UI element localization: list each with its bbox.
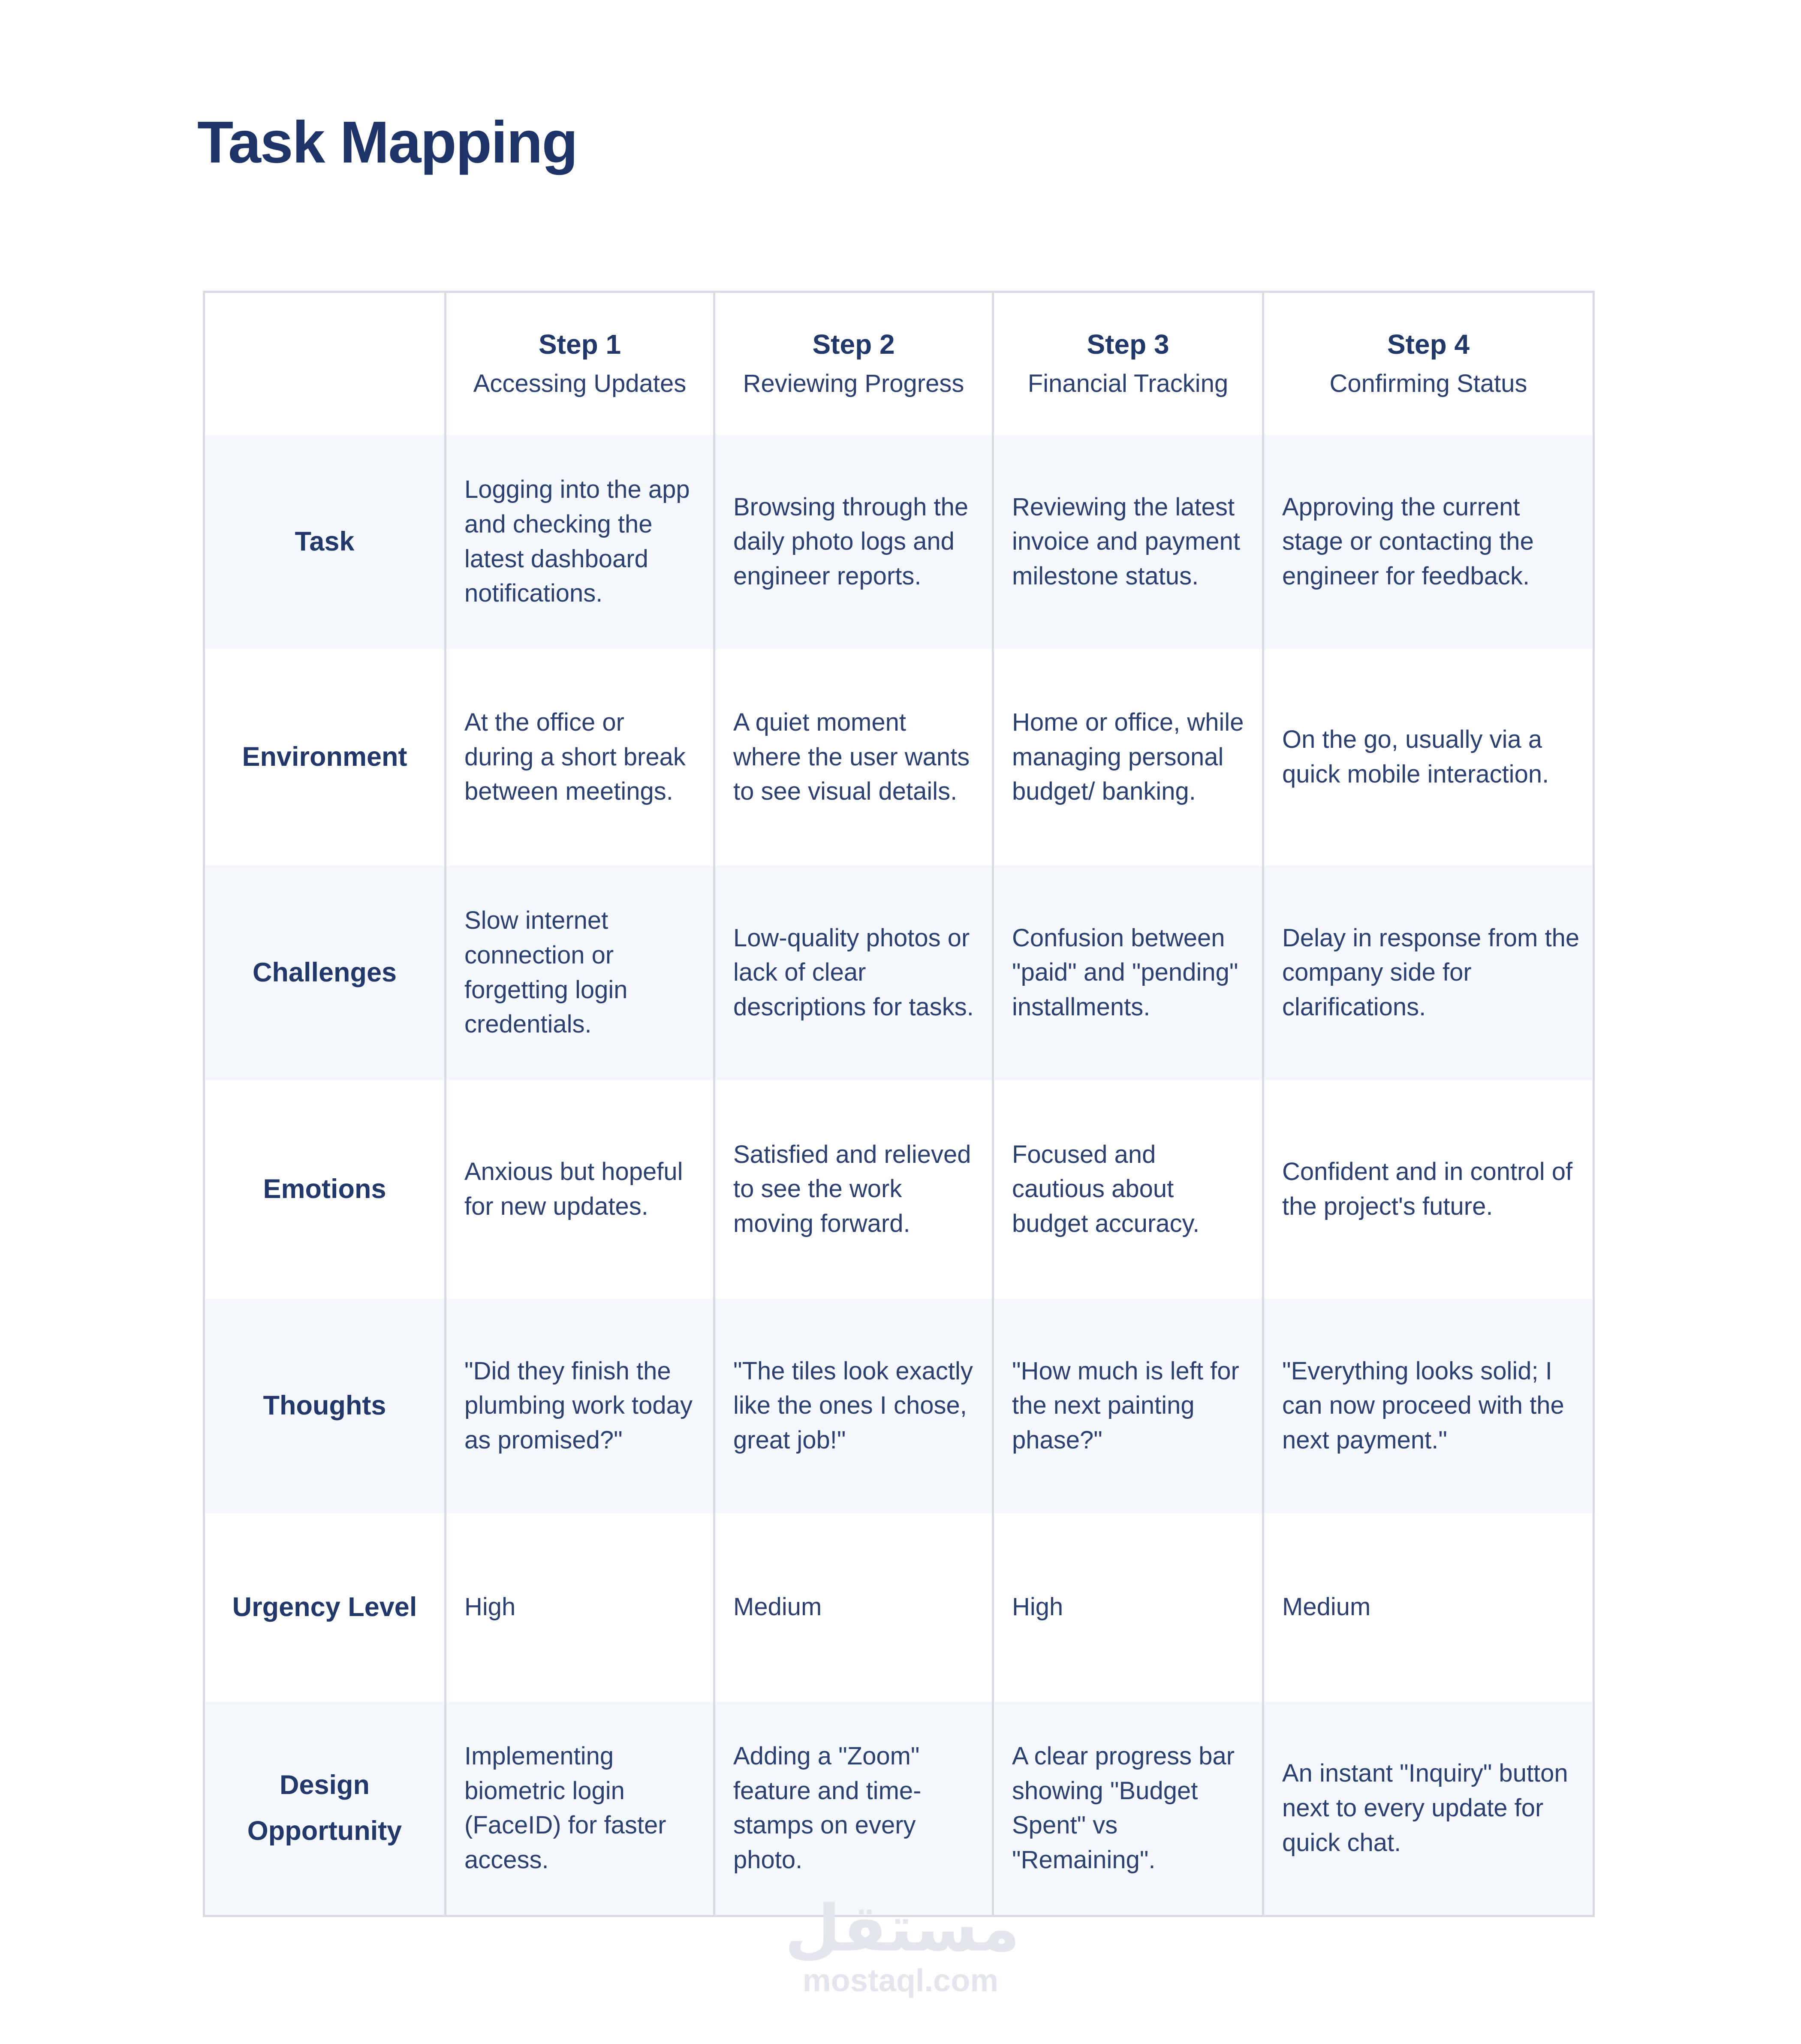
row-label: Task bbox=[204, 435, 446, 649]
table-row-thoughts bbox=[204, 1299, 1594, 1513]
table-cell: An instant "Inquiry" button next to every update for quick chat. bbox=[1263, 1702, 1594, 1916]
table-cell: A quiet moment where the user wants to see visual details. bbox=[714, 649, 993, 866]
urgency-value: High bbox=[446, 1513, 714, 1702]
watermark-url: mostaql.com bbox=[802, 1962, 999, 1998]
step-number: Step 4 bbox=[1387, 328, 1470, 360]
table-cell: Low-quality photos or lack of clear descriptions for tasks. bbox=[714, 866, 993, 1080]
column-header-step-4 bbox=[1263, 292, 1594, 435]
table-cell: Reviewing the latest invoice and payment milestone status. bbox=[993, 435, 1263, 649]
table-cell: Slow internet connection or forgetting login credentials. bbox=[446, 866, 714, 1080]
urgency-value: Medium bbox=[714, 1513, 993, 1702]
table-row-design-opportunity bbox=[204, 1702, 1594, 1916]
table-cell: Focused and cautious about budget accuracy. bbox=[993, 1080, 1263, 1299]
row-label: Challenges bbox=[204, 866, 446, 1080]
row-label: Design Opportunity bbox=[204, 1702, 446, 1916]
mostaql-watermark bbox=[785, 1891, 1020, 1998]
row-label: Environment bbox=[204, 649, 446, 866]
table-cell: Anxious but hopeful for new updates. bbox=[446, 1080, 714, 1299]
column-header-step-1 bbox=[446, 292, 714, 435]
page-title: Task Mapping bbox=[197, 109, 577, 175]
step-number: Step 1 bbox=[538, 328, 621, 360]
table-row-task bbox=[204, 435, 1594, 649]
table-cell: "The tiles look exactly like the ones I chose, great job!" bbox=[714, 1299, 993, 1513]
step-number: Step 3 bbox=[1087, 328, 1169, 360]
header-corner-cell bbox=[204, 292, 446, 435]
row-label: Urgency Level bbox=[204, 1513, 446, 1702]
table-cell: Implementing biometric login (FaceID) for faster access. bbox=[446, 1702, 714, 1916]
task-mapping-table bbox=[203, 291, 1595, 1917]
table-cell: "Everything looks solid; I can now proceed with the next payment." bbox=[1263, 1299, 1594, 1513]
table-cell: At the office or during a short break between meetings. bbox=[446, 649, 714, 866]
urgency-value: High bbox=[993, 1513, 1263, 1702]
table-cell: A clear progress bar showing "Budget Spent" vs "Remaining". bbox=[993, 1702, 1263, 1916]
table-cell: Home or office, while managing personal budget/ banking. bbox=[993, 649, 1263, 866]
table-row-urgency-level bbox=[204, 1513, 1594, 1702]
column-header-step-3 bbox=[993, 292, 1263, 435]
table-cell: Approving the current stage or contacting the engineer for feedback. bbox=[1263, 435, 1594, 649]
urgency-value: Medium bbox=[1263, 1513, 1594, 1702]
table-row-emotions bbox=[204, 1080, 1594, 1299]
table-cell: Confusion between "paid" and "pending" installments. bbox=[993, 866, 1263, 1080]
table-cell: Confident and in control of the project's future. bbox=[1263, 1080, 1594, 1299]
table-cell: "Did they finish the plumbing work today as promised?" bbox=[446, 1299, 714, 1513]
row-label: Thoughts bbox=[204, 1299, 446, 1513]
table-row-environment bbox=[204, 649, 1594, 866]
row-label: Emotions bbox=[204, 1080, 446, 1299]
table-cell: Logging into the app and checking the latest dashboard notifications. bbox=[446, 435, 714, 649]
table-cell: "How much is left for the next painting phase?" bbox=[993, 1299, 1263, 1513]
step-number: Step 2 bbox=[812, 328, 895, 360]
step-name: Accessing Updates bbox=[473, 369, 687, 397]
table-row-challenges bbox=[204, 866, 1594, 1080]
table-cell: Delay in response from the company side for clarifications. bbox=[1263, 866, 1594, 1080]
table-header-row bbox=[204, 292, 1594, 435]
table-cell: On the go, usually via a quick mobile interaction. bbox=[1263, 649, 1594, 866]
column-header-step-2 bbox=[714, 292, 993, 435]
table-cell: Satisfied and relieved to see the work moving forward. bbox=[714, 1080, 993, 1299]
step-name: Financial Tracking bbox=[1027, 369, 1229, 397]
table-cell: Browsing through the daily photo logs and engineer reports. bbox=[714, 435, 993, 649]
table-cell: Adding a "Zoom" feature and time-stamps on every photo. bbox=[714, 1702, 993, 1916]
watermark-arabic-logo: مستقل bbox=[785, 1891, 1020, 1966]
step-name: Confirming Status bbox=[1329, 369, 1527, 397]
step-name: Reviewing Progress bbox=[743, 369, 964, 397]
